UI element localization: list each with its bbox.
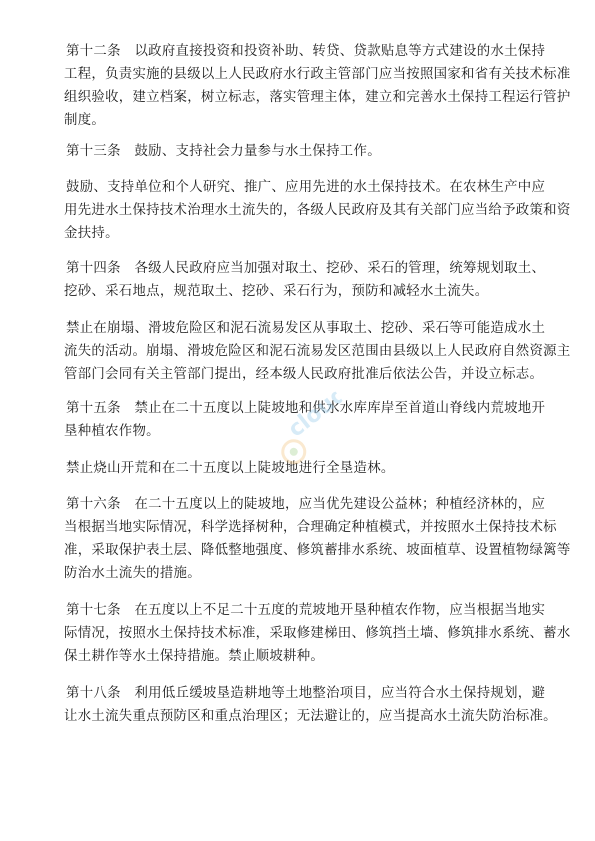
text-line: 组织验收，建立档案，树立标志，落实管理主体，建立和完善水土保持工程运行管护 [64, 90, 571, 105]
text-line: 第十七条 在五度以上不足二十五度的荒坡地开垦种植农作物，应当根据当地实 [66, 603, 546, 618]
article-17 [64, 599, 571, 668]
text-line: 鼓励、支持单位和个人研究、推广、应用先进的水土保持技术。在农林生产中应 [66, 180, 546, 195]
text-line: 第十八条 利用低丘缓坡垦造耕地等土地整治项目，应当符合水土保持规划，避 [66, 686, 546, 701]
text-line: 用先进水土保持技术治理水土流失的，各级人民政府及其有关部门应当给予政策和资 [64, 203, 571, 218]
article-12 [64, 40, 571, 132]
article-13 [64, 140, 540, 163]
article-14 [64, 257, 546, 303]
article-16 [64, 493, 571, 585]
text-line: 第十三条 鼓励、支持社会力量参与水土保持工作。 [66, 144, 381, 159]
text-line: 禁止烧山开荒和在二十五度以上陡坡地进行全垦造林。 [66, 461, 395, 476]
watermark-text: cloud [283, 381, 353, 443]
text-line: 准，采取保护表土层、降低整地强度、修筑蓄排水系统、坡面植草、设置植物绿篱等 [64, 543, 571, 558]
text-line: 防治水土流失的措施。 [64, 566, 201, 581]
text-line: 金扶持。 [64, 226, 119, 241]
text-line: 第十二条 以政府直接投资和投资补助、转贷、贷款贴息等方式建设的水土保持 [66, 44, 546, 59]
text-line: 第十四条 各级人民政府应当加强对取土、挖砂、采石的管理，统筹规划取土、 [66, 261, 546, 276]
text-line: 垦种植农作物。 [64, 424, 160, 439]
text-line: 管部门会同有关主管部门提出，经本级人民政府批准后依法公告，并设立标志。 [64, 367, 544, 382]
text-line: 工程，负责实施的县级以上人民政府水行政主管部门应当按照国家和省有关技术标准 [64, 67, 571, 82]
text-line: 挖砂、采石地点，规范取土、挖砂、采石行为，预防和减轻水土流失。 [64, 284, 489, 299]
text-line: 制度。 [64, 113, 106, 128]
text-line: 流失的活动。崩塌、滑坡危险区和泥石流易发区范围由县级以上人民政府自然资源主 [64, 344, 571, 359]
text-line: 保土耕作等水土保持措施。禁止顺坡耕种。 [64, 649, 325, 664]
article-13-para-2 [64, 176, 571, 245]
text-line: 际情况，按照水土保持技术标准，采取修建梯田、修筑挡土墙、修筑排水系统、蓄水 [64, 626, 571, 641]
text-line: 第十五条 禁止在二十五度以上陡坡地和供水水库库岸至首道山脊线内荒坡地开 [66, 401, 546, 416]
text-line: 第十六条 在二十五度以上的陡坡地，应当优先建设公益林；种植经济林的，应 [66, 497, 546, 512]
text-line: 让水土流失重点预防区和重点治理区；无法避让的，应当提高水土流失防治标准。 [64, 709, 557, 724]
text-line: 禁止在崩塌、滑坡危险区和泥石流易发区从事取土、挖砂、采石等可能造成水土 [66, 321, 546, 336]
article-18 [64, 682, 557, 728]
text-line: 当根据当地实际情况，科学选择树种，合理确定种植模式，并按照水土保持技术标 [64, 520, 557, 535]
